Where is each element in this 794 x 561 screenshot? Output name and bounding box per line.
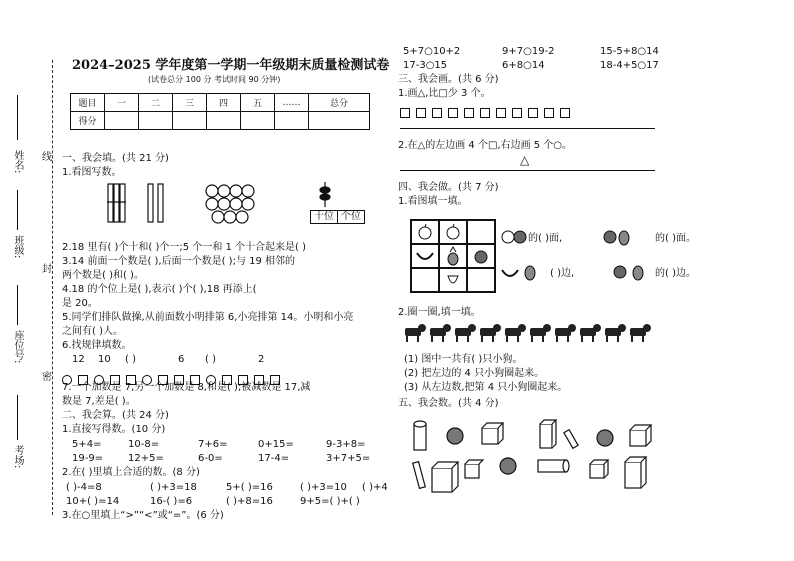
score-cell[interactable] xyxy=(173,112,207,130)
seq-item: 12 xyxy=(72,354,85,365)
cylinder-icon-2 xyxy=(564,430,578,449)
compare-item: 9+7○19-2 xyxy=(502,46,555,57)
score-header-cell: 三 xyxy=(173,94,207,112)
square-icon xyxy=(464,108,474,118)
q1-text: 1.看图写数。 xyxy=(62,167,122,178)
score-cell[interactable] xyxy=(207,112,241,130)
draw-q1-text: 1.画△,比□少 3 个。 xyxy=(398,88,491,99)
score-header-cell: 四 xyxy=(207,94,241,112)
dog-icon xyxy=(505,324,526,342)
empty-cell xyxy=(467,268,495,292)
square-icon xyxy=(560,108,570,118)
room-blank xyxy=(17,395,18,440)
ball-icon-3 xyxy=(500,458,516,474)
score-header-cell: 五 xyxy=(241,94,275,112)
seal-char-1: 线 xyxy=(42,152,52,163)
fill-item: 16-( )=6 xyxy=(150,496,193,507)
fill-item: ( )+3=10 xyxy=(300,482,347,493)
q4-text-a: 4.18 的个位上是( ),表示( )个( ),18 再添上( xyxy=(62,284,257,295)
calc-item: 7+6= xyxy=(198,439,228,450)
banana-pineapple-icon xyxy=(500,262,548,282)
fill-item: ( )+4 xyxy=(362,482,388,493)
q7-text-a: 7.一个加数是 7,另一个加数是 8,和是( );被减数是 17,减 xyxy=(62,382,311,393)
square-icon xyxy=(400,108,410,118)
triangle-icon: △ xyxy=(520,153,530,167)
work-q2-b: (2) 把左边的 4 只小狗圈起来。 xyxy=(404,368,545,379)
seal-line xyxy=(52,60,54,515)
peach-apple-icon xyxy=(500,227,530,247)
draw-q2-text: 2.在△的左边画 4 个□,右边画 5 个○。 xyxy=(398,140,573,151)
seat-label: 座位号: xyxy=(12,330,23,364)
cube-icon-4 xyxy=(590,460,608,478)
cylinder-icon-3 xyxy=(413,462,426,489)
apple-icon xyxy=(439,220,467,244)
seq-item: 6 xyxy=(178,354,185,365)
section-3-title: 三、我会画。(共 6 分) xyxy=(398,74,499,85)
cylinder-icon xyxy=(414,421,426,450)
dog-icon xyxy=(605,324,626,342)
seq-item: ( ) xyxy=(205,354,216,365)
calc-item: 12+5= xyxy=(128,453,164,464)
ball-icon xyxy=(447,428,463,444)
dog-icon xyxy=(480,324,501,342)
calc-item: 5+4= xyxy=(72,439,102,450)
q5-text-b: 之间有( )人。 xyxy=(62,326,123,337)
seat-blank xyxy=(17,285,18,325)
fill-item: 10+( )=14 xyxy=(66,496,120,507)
square-icon xyxy=(528,108,538,118)
solids-picture xyxy=(410,418,660,498)
score-header-cell: 总分 xyxy=(309,94,370,112)
room-label: 考场: xyxy=(12,445,23,469)
compare-item: 5+7○10+2 xyxy=(403,46,461,57)
q4-text-b: 是 20。 xyxy=(62,298,98,309)
seal-char-3: 密 xyxy=(42,372,52,383)
beads-group-icon xyxy=(206,185,254,223)
peach-pineapple-icon-2 xyxy=(612,262,652,282)
calc-item: 3+7+5= xyxy=(326,453,371,464)
score-cell[interactable] xyxy=(105,112,139,130)
q3-text-a: 3.14 前面一个数是( ),后面一个数是( );与 19 相邻的 xyxy=(62,256,296,267)
page-subtitle: (试卷总分 100 分 考试时间 90 分钟) xyxy=(148,75,281,84)
work-q1-text: 1.看图填一填。 xyxy=(398,196,468,207)
work-q2-c: (3) 从左边数,把第 4 只小狗圈起来。 xyxy=(404,382,568,393)
score-table xyxy=(70,93,370,130)
fill-item: 5+( )=16 xyxy=(226,482,273,493)
q3-text-b: 两个数是( )和( )。 xyxy=(62,270,144,281)
fill-item: ( )+8=16 xyxy=(226,496,273,507)
compare-item: 15-5+8○14 xyxy=(600,46,659,57)
dogs-row xyxy=(405,322,665,346)
calc-item: 19-9= xyxy=(72,453,104,464)
square-icon xyxy=(544,108,554,118)
square-icon xyxy=(416,108,426,118)
class-label: 班级: xyxy=(12,235,23,259)
section-5-title: 五、我会数。(共 4 分) xyxy=(398,398,499,409)
calc-item: 9-3+8= xyxy=(326,439,366,450)
name-label: 姓名: xyxy=(12,150,23,174)
class-blank xyxy=(17,190,18,230)
page-title: 2024–2025 学年度第一学期一年级期末质量检测试卷 xyxy=(72,58,390,73)
seq-item: 2 xyxy=(258,354,265,365)
fill-q2-text: 2.在( )里填上合适的数。(8 分) xyxy=(62,467,200,478)
work-q1-line2b: 的( )边。 xyxy=(655,268,696,279)
abacus-tens-label: 十位 xyxy=(310,210,338,224)
square-icon xyxy=(496,108,506,118)
score-cell[interactable] xyxy=(139,112,173,130)
name-blank xyxy=(17,95,18,140)
square-icon xyxy=(480,108,490,118)
calc-item: 6-0= xyxy=(198,453,223,464)
score-cell[interactable] xyxy=(275,112,309,130)
answer-line xyxy=(400,170,655,171)
fill-item: ( )+3=18 xyxy=(150,482,197,493)
cuboid-icon-3 xyxy=(625,457,646,488)
fruit-grid xyxy=(410,219,496,293)
cube-icon-3 xyxy=(465,460,483,478)
fill-item: ( )-4=8 xyxy=(66,482,102,493)
compare-item: 18-4+5○17 xyxy=(600,60,659,71)
peach-icon xyxy=(467,244,495,268)
peach-pineapple-icon xyxy=(602,227,632,247)
cuboid-icon-2 xyxy=(432,462,458,492)
dog-icon xyxy=(555,324,576,342)
single-sticks-icon xyxy=(148,184,163,222)
section-4-title: 四、我会做。(共 7 分) xyxy=(398,182,499,193)
seal-char-2: 封 xyxy=(42,264,52,275)
strawberry-icon xyxy=(439,268,467,292)
compare-item: 6+8○14 xyxy=(502,60,545,71)
apple-icon xyxy=(411,220,439,244)
square-icon xyxy=(448,108,458,118)
square-icon xyxy=(512,108,522,118)
banana-icon xyxy=(411,244,439,268)
score-header-cell: 题目 xyxy=(71,94,105,112)
abacus-ones-label: 个位 xyxy=(337,210,365,224)
square-icon xyxy=(432,108,442,118)
cylinder-icon-4 xyxy=(538,460,569,472)
cuboid-icon xyxy=(540,420,556,448)
abacus-icon xyxy=(320,182,330,207)
draw-q1-squares xyxy=(400,102,576,121)
work-q2-a: (1) 图中一共有( )只小狗。 xyxy=(404,354,523,365)
pineapple-icon xyxy=(439,244,467,268)
seq-item: ( ) xyxy=(125,354,136,365)
compare-item: 17-3○15 xyxy=(403,60,448,71)
q7-text-b: 数是 7,差是( )。 xyxy=(62,396,136,407)
score-header-cell: 二 xyxy=(139,94,173,112)
score-header-cell: 一 xyxy=(105,94,139,112)
work-q1-line1b: 的( )面。 xyxy=(655,233,696,244)
score-cell[interactable] xyxy=(309,112,370,130)
bundle-sticks-icon xyxy=(107,184,126,222)
fill-item: 9+5=( )+( ) xyxy=(300,496,360,507)
calc-item: 10-8= xyxy=(128,439,160,450)
section-2-title: 二、我会算。(共 24 分) xyxy=(62,410,169,421)
dog-icon xyxy=(455,324,476,342)
dog-icon xyxy=(580,324,601,342)
empty-cell xyxy=(411,268,439,292)
dog-icon xyxy=(430,324,451,342)
empty-cell xyxy=(467,220,495,244)
work-q1-line2a: ( )边, xyxy=(550,268,575,279)
score-row-label: 得分 xyxy=(71,112,105,130)
calc-q1-text: 1.直接写得数。(10 分) xyxy=(62,424,166,435)
work-q2-text: 2.圈一圈,填一填。 xyxy=(398,307,481,318)
ball-icon-2 xyxy=(597,430,613,446)
q2-text: 2.18 里有( )个十和( )个一;5 个一和 1 个十合起来是( ) xyxy=(62,242,307,253)
calc-item: 0+15= xyxy=(258,439,294,450)
compare-q3-text: 3.在○里填上“>”“<”或“=”。(6 分) xyxy=(62,510,224,521)
cube-icon-2 xyxy=(630,425,651,446)
score-header-cell: …… xyxy=(275,94,309,112)
q6-text: 6.找规律填数。 xyxy=(62,340,132,351)
seq-item: 10 xyxy=(98,354,111,365)
dog-icon xyxy=(530,324,551,342)
calc-item: 17-4= xyxy=(258,453,290,464)
work-q1-line1a: 的( )面, xyxy=(528,233,563,244)
answer-line xyxy=(400,128,655,129)
dog-icon xyxy=(630,324,651,342)
dog-icon xyxy=(405,324,426,342)
section-1-title: 一、我会填。(共 21 分) xyxy=(62,153,169,164)
cube-icon xyxy=(482,423,503,444)
score-cell[interactable] xyxy=(241,112,275,130)
q5-text-a: 5.同学们排队做操,从前面数小明排第 6,小亮排第 14。小明和小亮 xyxy=(62,312,354,323)
